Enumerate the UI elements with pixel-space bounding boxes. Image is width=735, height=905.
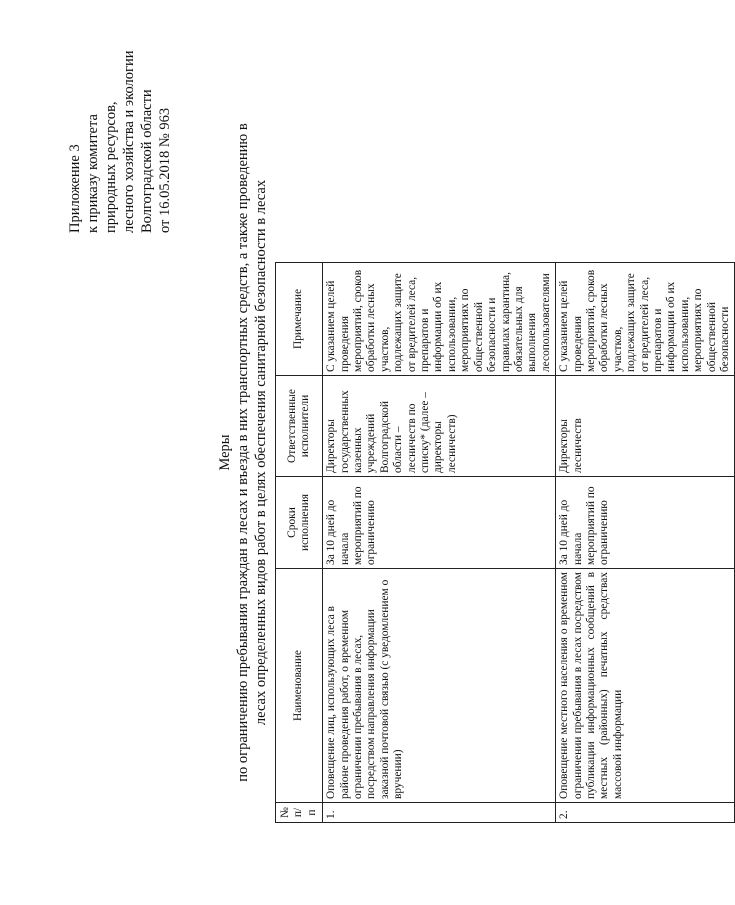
- measures-table: [275, 262, 735, 823]
- header-term: Сроки исполнения: [276, 477, 323, 569]
- appendix-line: к приказу комитета: [85, 114, 101, 233]
- cell-term: За 10 дней до начала мероприятий по ограничению: [556, 477, 735, 569]
- cell-note: С указанием целей проведения мероприятий, сроков обработки лесных участков, подлежащих защите от вредителей леса, препаратов и информации об их использовании, мероприятиях по общественной безопасности и правилах карантина, обязательных для выполнения лесопользователями: [323, 263, 556, 376]
- cell-responsible: Директоры лесничеств: [556, 376, 735, 477]
- title-line: лесах определенных видов работ в целях обеспечения санитарной безопасности в лесах: [253, 179, 269, 726]
- title-heading: Меры: [217, 434, 233, 471]
- table-row: [323, 263, 556, 823]
- cell-responsible: Директоры государственных казенных учреждений Волгоградской области – лесничеств по списку* (далее – директоры лесничеств): [323, 376, 556, 477]
- cell-num: 1.: [323, 803, 556, 823]
- header-note: Примечание: [276, 263, 323, 376]
- appendix-line: от 16.05.2018 № 963: [157, 107, 173, 233]
- appendix-line: природных ресурсов,: [103, 101, 119, 233]
- header-num: № п/п: [276, 803, 323, 823]
- cell-term: За 10 дней до начала мероприятий по ограничению: [323, 477, 556, 569]
- document-title: [216, 0, 270, 905]
- cell-name: Оповещение лиц, использующих леса в районе проведения работ, о временном ограничении пребывания в лесах, посредством направления информации заказной почтовой связью (с уведомлением о вручении): [323, 569, 556, 803]
- appendix-line: лесного хозяйства и экологии: [121, 50, 137, 233]
- cell-note: С указанием целей проведения мероприятий, сроков обработки лесных участков, подлежащих защите от вредителей леса, препаратов и информации об их использовании, мероприятиях по общественной безопасности: [556, 263, 735, 376]
- appendix-line: Приложение 3: [67, 144, 83, 233]
- table-header-row: [276, 263, 323, 823]
- cell-num: 2.: [556, 803, 735, 823]
- appendix-block: [66, 51, 174, 233]
- header-responsible: Ответственные исполнители: [276, 376, 323, 477]
- header-name: Наименование: [276, 569, 323, 803]
- table-row: [556, 263, 735, 823]
- cell-name: Оповещение местного населения о временном ограничении пребывания в лесах посредством публикации информационных сообщений в местных (районных) печатных средствах массовой информации: [556, 569, 735, 803]
- title-line: по ограничению пребывания граждан в лесах и въезда в них транспортных средств, а также проведению в: [235, 123, 251, 782]
- appendix-line: Волгоградской области: [139, 89, 155, 233]
